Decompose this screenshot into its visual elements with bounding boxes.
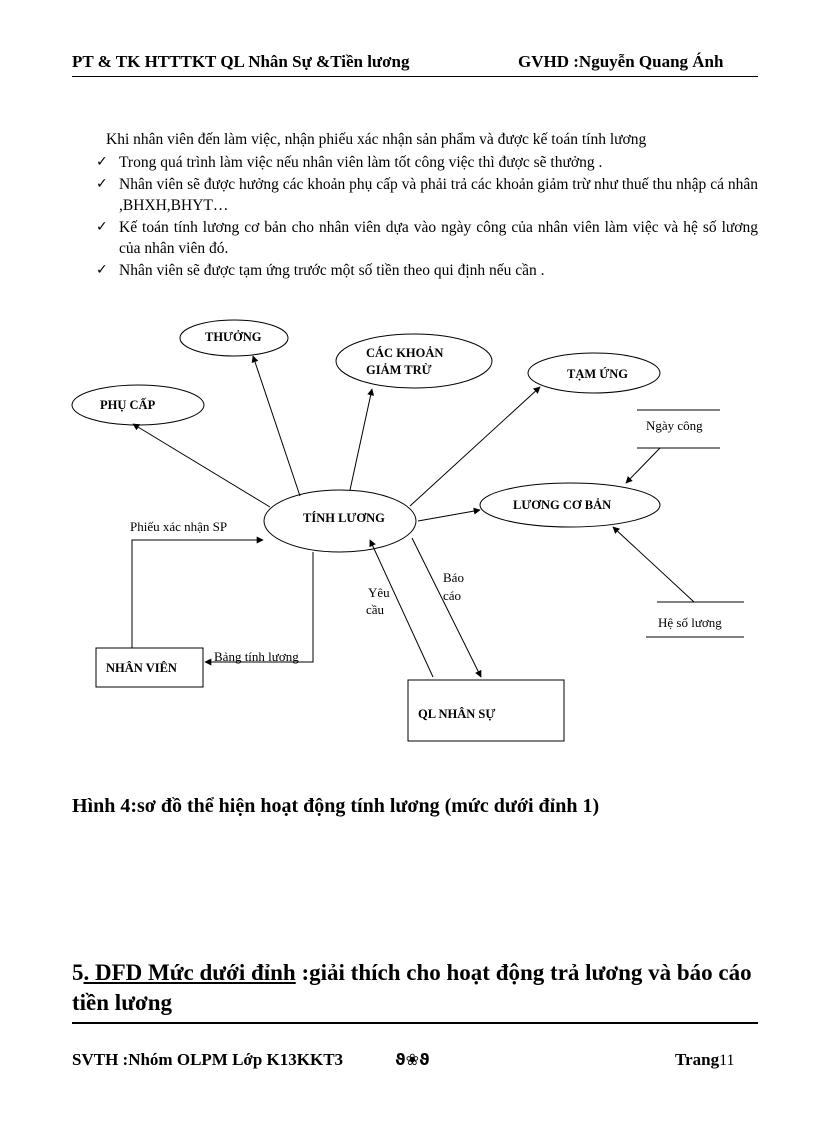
- section-heading: [72, 958, 762, 1018]
- dfd-diagram: [0, 300, 816, 760]
- label-bao: Báo: [443, 570, 464, 585]
- list-item: ✓ Nhân viên sẽ được hưởng các khoản phụ cấp và phải trả các khoản giảm trừ như thuế thu nhập cá nhân ,BHXH,BHYT…: [96, 175, 758, 214]
- label-he-so: Hệ số lương: [658, 615, 722, 630]
- section-title-rest: :giải thích cho hoạt động trả lương và báo cáo tiền lương: [72, 960, 752, 1015]
- header-instructor: GVHD :Nguyễn Quang Ánh: [518, 52, 724, 71]
- page-label: Trang: [675, 1050, 720, 1069]
- checkmark-icon: ✓: [96, 261, 108, 278]
- label-cac-khoan-1: CÁC KHOẢN: [366, 346, 444, 360]
- flow-phieu-xac-nhan: [132, 540, 263, 648]
- flow-he-so: [613, 527, 694, 602]
- flow-bang-tinh-luong: [205, 552, 313, 662]
- page-number: 11: [719, 1052, 735, 1069]
- label-phu-cap: PHỤ CẤP: [100, 398, 156, 412]
- header-title: PT & TK HTTTKT QL Nhân Sự &Tiền lương: [72, 52, 410, 71]
- footer-rule: [72, 1022, 758, 1024]
- label-cao: cáo: [443, 588, 462, 603]
- label-tam-ung: TẠM ỨNG: [567, 367, 628, 381]
- list-item: ✓ Nhân viên sẽ được tạm ứng trước một số tiền theo qui định nếu cần .: [72, 260, 758, 282]
- header-rule: [72, 76, 758, 77]
- label-phieu: Phiếu xác nhận SP: [130, 519, 228, 534]
- footer-page: [675, 1050, 734, 1070]
- label-ql-nhan-su: QL NHÂN SỰ: [418, 707, 496, 721]
- intro-text: Khi nhân viên đến làm việc, nhận phiếu xác nhận sản phẩm và được kế toán tính lương: [106, 131, 647, 148]
- bullet-list: [72, 152, 758, 281]
- label-thuong: THƯỞNG: [205, 330, 262, 344]
- footer-author: SVTH :Nhóm OLPM Lớp K13KKT3: [72, 1050, 344, 1069]
- node-cac-khoan-giam-tru: [336, 334, 492, 388]
- section-number: 5: [72, 960, 84, 985]
- flow-to-thuong: [253, 356, 300, 496]
- list-item: ✓ Kế toán tính lương cơ bản cho nhân viên dựa vào ngày công của nhân viên làm việc và hệ số lương của nhân viên đó.: [96, 218, 758, 257]
- label-cau: cầu: [366, 602, 385, 617]
- label-yeu: Yêu: [368, 585, 390, 600]
- checkmark-icon: ✓: [96, 175, 108, 192]
- section-title-underlined: . DFD Mức dưới đỉnh: [83, 960, 296, 985]
- checkmark-icon: ✓: [96, 154, 108, 170]
- flow-bao-cao: [412, 538, 481, 677]
- flow-to-cac-khoan: [350, 389, 372, 490]
- label-ngay-cong: Ngày công: [646, 418, 703, 433]
- label-cac-khoan-2: GIẢM TRỪ: [366, 363, 432, 377]
- label-luong-co-ban: LƯƠNG CƠ BẢN: [513, 498, 612, 512]
- flow-ngay-cong: [626, 448, 660, 483]
- label-nhan-vien: NHÂN VIÊN: [106, 661, 177, 675]
- label-bang-tinh: Bảng tính lương: [214, 649, 299, 664]
- checkmark-icon: ✓: [96, 218, 108, 235]
- list-item: ✓ Trong quá trình làm việc nếu nhân viên làm tốt công việc thì được sẽ thưởng .: [72, 152, 758, 174]
- label-tinh-luong: TÍNH LƯƠNG: [303, 511, 385, 525]
- footer-ornament-icon: ϑ❀ϑ: [395, 1050, 430, 1069]
- figure-caption: Hình 4:sơ đồ thể hiện hoạt động tính lương (mức dưới đỉnh 1): [72, 795, 600, 817]
- flow-to-phu-cap: [133, 424, 270, 507]
- flow-to-luong-co-ban: [418, 510, 480, 521]
